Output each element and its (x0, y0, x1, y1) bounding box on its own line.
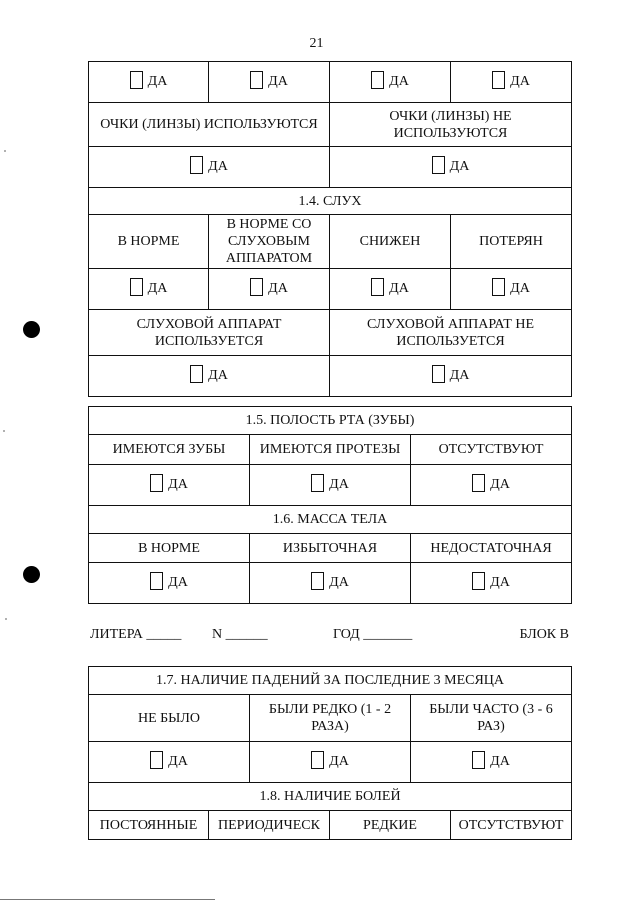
checkbox-label: ДА (490, 574, 510, 590)
falls-header: НЕ БЫЛО (89, 695, 250, 742)
glasses-not-used-header: ОЧКИ (ЛИНЗЫ) НЕ ИСПОЛЬЗУЮТСЯ (330, 103, 572, 147)
block-identifier-line (88, 627, 571, 645)
checkbox-icon[interactable] (492, 278, 505, 296)
checkbox-icon[interactable] (150, 751, 163, 769)
checkbox-cell[interactable] (89, 269, 209, 310)
checkbox-icon[interactable] (130, 71, 143, 89)
punch-hole-top (23, 321, 40, 338)
hearing-aid-used-header: СЛУХОВОЙ АППАРАТ ИСПОЛЬЗУЕТСЯ (89, 310, 330, 356)
form-table-falls (88, 666, 572, 783)
checkbox-icon[interactable] (250, 278, 263, 296)
checkbox-label: ДА (168, 753, 188, 769)
checkbox-cell[interactable] (250, 563, 411, 604)
checkbox-icon[interactable] (472, 474, 485, 492)
checkbox-label: ДА (208, 158, 228, 174)
section-title-weight: 1.6. МАССА ТЕЛА (89, 506, 572, 534)
oral-title-row (89, 407, 572, 435)
checkbox-cell[interactable] (89, 62, 209, 103)
form-table-pain (88, 782, 572, 840)
falls-header: БЫЛИ ЧАСТО (3 - 6 РАЗ) (411, 695, 572, 742)
hearing-header: ПОТЕРЯН (451, 215, 572, 269)
hearing-checkbox-row (89, 269, 572, 310)
checkbox-label: ДА (510, 73, 530, 89)
oral-header: ИМЕЮТСЯ ЗУБЫ (89, 435, 250, 465)
weight-header: ИЗБЫТОЧНАЯ (250, 534, 411, 563)
year-field[interactable]: ГОД _______ (333, 627, 413, 642)
hearing-aid-header-row (89, 310, 572, 356)
checkbox-cell[interactable] (411, 465, 572, 506)
hearing-header: СНИЖЕН (330, 215, 451, 269)
checkbox-label: ДА (208, 367, 228, 383)
checkbox-cell[interactable] (89, 356, 330, 397)
section-title-oral: 1.5. ПОЛОСТЬ РТА (ЗУБЫ) (89, 407, 572, 435)
checkbox-cell[interactable] (89, 742, 250, 783)
checkbox-icon[interactable] (432, 156, 445, 174)
checkbox-icon[interactable] (311, 572, 324, 590)
pain-header-row (89, 811, 572, 840)
hearing-title-row (89, 188, 572, 215)
checkbox-icon[interactable] (250, 71, 263, 89)
weight-header-row (89, 534, 572, 563)
checkbox-label: ДА (329, 574, 349, 590)
checkbox-label: ДА (329, 476, 349, 492)
checkbox-icon[interactable] (311, 751, 324, 769)
falls-header: БЫЛИ РЕДКО (1 - 2 РАЗА) (250, 695, 411, 742)
vision-checkbox-row (89, 62, 572, 103)
hearing-header: В НОРМЕ СО СЛУХОВЫМ АППАРАТОМ (209, 215, 330, 269)
checkbox-icon[interactable] (472, 751, 485, 769)
falls-header-row (89, 695, 572, 742)
vision-use-header-row (89, 103, 572, 147)
punch-hole-bottom (23, 566, 40, 583)
section-title-hearing: 1.4. СЛУХ (89, 188, 572, 215)
hearing-header: В НОРМЕ (89, 215, 209, 269)
hearing-aid-not-used-header: СЛУХОВОЙ АППАРАТ НЕ ИСПОЛЬЗУЕТСЯ (330, 310, 572, 356)
checkbox-label: ДА (510, 280, 530, 296)
checkbox-cell[interactable] (330, 269, 451, 310)
pain-header: РЕДКИЕ (330, 811, 451, 840)
falls-checkbox-row (89, 742, 572, 783)
checkbox-cell[interactable] (250, 465, 411, 506)
checkbox-cell[interactable] (451, 269, 572, 310)
weight-header: В НОРМЕ (89, 534, 250, 563)
checkbox-cell[interactable] (89, 563, 250, 604)
scan-speck (4, 150, 6, 152)
section-title-falls: 1.7. НАЛИЧИЕ ПАДЕНИЙ ЗА ПОСЛЕДНИЕ 3 МЕСЯЦА (89, 667, 572, 695)
litera-field[interactable]: ЛИТЕРА _____ (90, 627, 182, 642)
checkbox-label: ДА (490, 753, 510, 769)
checkbox-icon[interactable] (492, 71, 505, 89)
hearing-header-row (89, 215, 572, 269)
weight-title-row (89, 506, 572, 534)
checkbox-label: ДА (389, 73, 409, 89)
checkbox-label: ДА (490, 476, 510, 492)
checkbox-label: ДА (389, 280, 409, 296)
oral-header-row (89, 435, 572, 465)
checkbox-icon[interactable] (371, 71, 384, 89)
checkbox-label: ДА (147, 280, 168, 296)
checkbox-cell[interactable] (330, 147, 572, 188)
checkbox-icon[interactable] (311, 474, 324, 492)
oral-checkbox-row (89, 465, 572, 506)
weight-header: НЕДОСТАТОЧНАЯ (411, 534, 572, 563)
vision-use-checkbox-row (89, 147, 572, 188)
checkbox-cell[interactable] (411, 742, 572, 783)
checkbox-label: ДА (147, 73, 168, 89)
scan-speck (3, 430, 5, 432)
checkbox-label: ДА (449, 158, 470, 174)
form-table-upper (88, 61, 572, 397)
footer-divider (0, 899, 215, 900)
checkbox-cell[interactable] (89, 147, 330, 188)
pain-header: ОТСУТСТВУЮТ (451, 811, 572, 840)
form-table-oral-weight (88, 406, 572, 604)
page-number: 21 (309, 36, 324, 51)
pain-header: ПЕРИОДИЧЕСК (209, 811, 330, 840)
checkbox-icon[interactable] (190, 365, 203, 383)
checkbox-cell[interactable] (209, 269, 330, 310)
number-field[interactable]: N ______ (212, 627, 268, 642)
checkbox-label: ДА (268, 280, 288, 296)
checkbox-icon[interactable] (130, 278, 143, 296)
checkbox-label: ДА (329, 753, 349, 769)
checkbox-icon[interactable] (190, 156, 203, 174)
checkbox-cell[interactable] (411, 563, 572, 604)
checkbox-icon[interactable] (472, 572, 485, 590)
weight-checkbox-row (89, 563, 572, 604)
checkbox-label: ДА (268, 73, 288, 89)
checkbox-cell[interactable] (209, 62, 330, 103)
checkbox-icon[interactable] (150, 572, 163, 590)
checkbox-label: ДА (449, 367, 470, 383)
checkbox-label: ДА (168, 574, 188, 590)
section-title-pain: 1.8. НАЛИЧИЕ БОЛЕЙ (89, 783, 572, 811)
checkbox-cell[interactable] (451, 62, 572, 103)
hearing-aid-checkbox-row (89, 356, 572, 397)
checkbox-label: ДА (168, 476, 188, 492)
checkbox-cell[interactable] (330, 356, 572, 397)
oral-header: ОТСУТСТВУЮТ (411, 435, 572, 465)
glasses-used-header: ОЧКИ (ЛИНЗЫ) ИСПОЛЬЗУЮТСЯ (89, 103, 330, 147)
checkbox-icon[interactable] (432, 365, 445, 383)
checkbox-cell[interactable] (250, 742, 411, 783)
checkbox-cell[interactable] (330, 62, 451, 103)
checkbox-icon[interactable] (371, 278, 384, 296)
checkbox-icon[interactable] (150, 474, 163, 492)
pain-title-row (89, 783, 572, 811)
checkbox-cell[interactable] (89, 465, 250, 506)
pain-header: ПОСТОЯННЫЕ (89, 811, 209, 840)
falls-title-row (89, 667, 572, 695)
oral-header: ИМЕЮТСЯ ПРОТЕЗЫ (250, 435, 411, 465)
scan-speck (5, 618, 7, 620)
block-label: БЛОК В (519, 627, 569, 642)
